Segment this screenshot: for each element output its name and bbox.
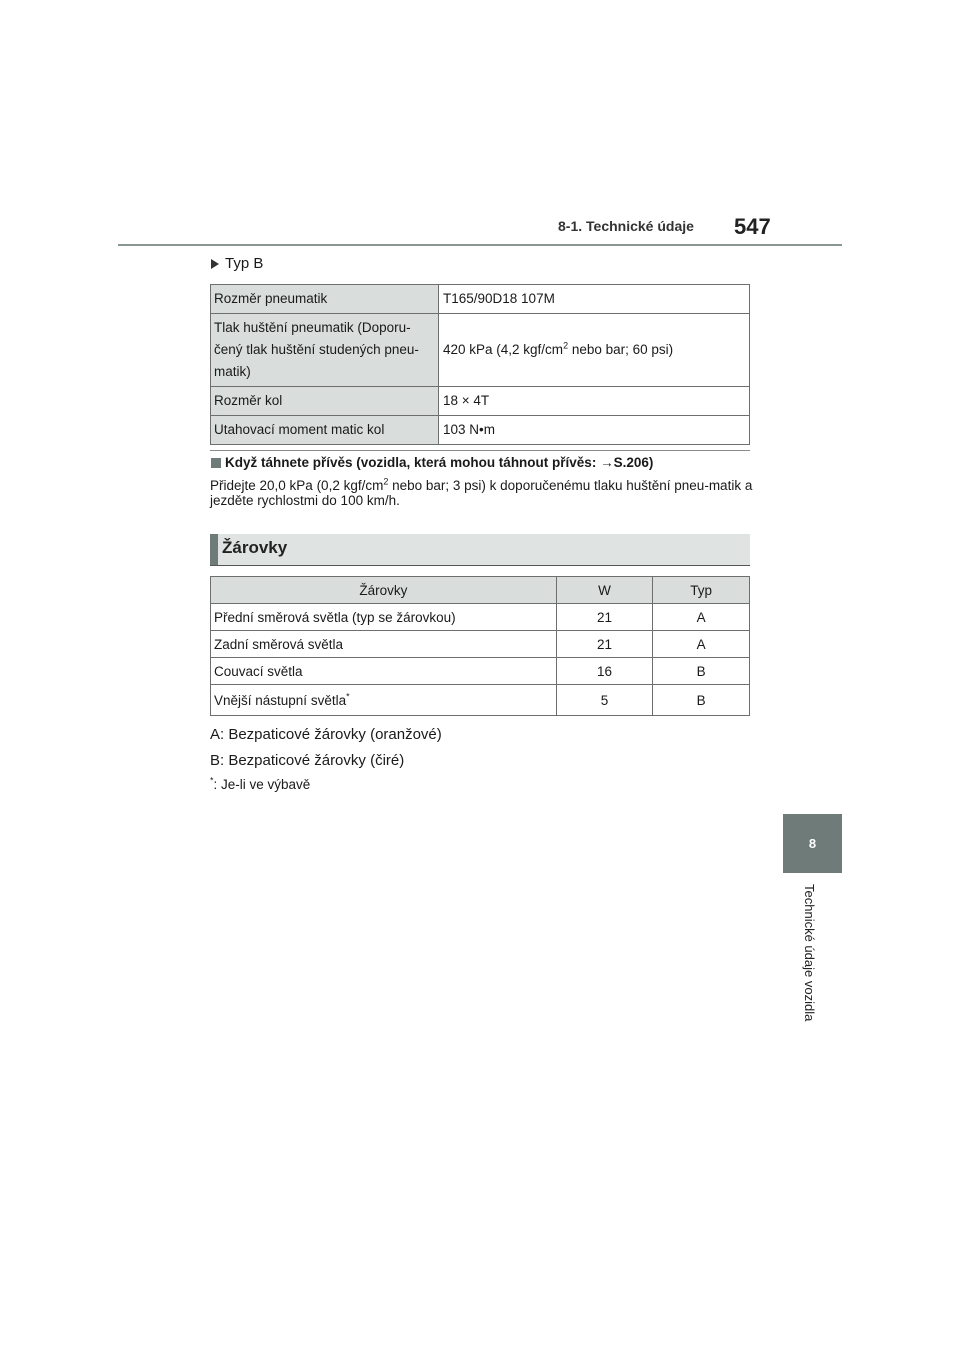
superscript: 2 bbox=[563, 340, 569, 351]
bulb-type: A bbox=[653, 604, 750, 631]
section-divider bbox=[210, 450, 750, 451]
bulb-name: Přední směrová světla (typ se žárovkou) bbox=[211, 604, 557, 631]
bulb-name: Zadní směrová světla bbox=[211, 631, 557, 658]
chapter-number: 8 bbox=[808, 836, 817, 851]
value-text: 420 kPa (4,2 kgf/cm bbox=[443, 342, 564, 357]
body-text: nebo bar; 3 psi) k doporučenému tlaku huštění pneu-matik a jezděte rychlostmi do 100 km/h. bbox=[210, 478, 753, 508]
bulb-type: B bbox=[653, 658, 750, 685]
table-row bbox=[211, 604, 750, 631]
row-value: 103 N•m bbox=[439, 416, 750, 445]
row-value bbox=[439, 314, 750, 387]
band-accent bbox=[210, 534, 218, 565]
chapter-tab bbox=[783, 814, 842, 873]
bulb-watt: 16 bbox=[556, 658, 653, 685]
table-row bbox=[211, 285, 750, 314]
row-value: T165/90D18 107M bbox=[439, 285, 750, 314]
bulb-watt: 21 bbox=[556, 631, 653, 658]
row-label: Rozměr kol bbox=[211, 387, 439, 416]
type-b-heading bbox=[211, 255, 263, 272]
bulbs-section-band bbox=[210, 534, 750, 566]
note-type-a: A: Bezpaticové žárovky (oranžové) bbox=[210, 726, 442, 743]
triangle-bullet-icon bbox=[211, 259, 219, 269]
towing-heading bbox=[211, 455, 653, 470]
table-row bbox=[211, 685, 750, 716]
row-label: Tlak huštění pneumatik (Doporu-čený tlak huštění studených pneu-matik) bbox=[211, 314, 439, 387]
column-header: W bbox=[556, 577, 653, 604]
row-label: Rozměr pneumatik bbox=[211, 285, 439, 314]
note-type-b: B: Bezpaticové žárovky (čiré) bbox=[210, 752, 405, 769]
bulb-watt: 21 bbox=[556, 604, 653, 631]
table-row bbox=[211, 631, 750, 658]
table-row bbox=[211, 387, 750, 416]
footnote-marker: * bbox=[210, 775, 214, 786]
square-bullet-icon bbox=[211, 458, 221, 468]
column-header: Typ bbox=[653, 577, 750, 604]
bulb-watt: 5 bbox=[556, 685, 653, 716]
row-value: 18 × 4T bbox=[439, 387, 750, 416]
table-header-row bbox=[211, 577, 750, 604]
page-number: 547 bbox=[734, 214, 771, 239]
bulb-name-text: Vnější nástupní světla bbox=[214, 692, 347, 708]
column-header: Žárovky bbox=[211, 577, 557, 604]
bulb-name: Couvací světla bbox=[211, 658, 557, 685]
bulb-type: A bbox=[653, 631, 750, 658]
bulb-name bbox=[211, 685, 557, 716]
tire-spec-table bbox=[210, 284, 750, 445]
towing-body bbox=[210, 478, 755, 508]
towing-heading-text: Když táhnete přívěs (vozidla, která mohou táhnout přívěs: →S.206) bbox=[225, 455, 654, 470]
type-b-title: Typ B bbox=[225, 255, 264, 272]
footnote-marker: * bbox=[346, 691, 350, 701]
table-row bbox=[211, 314, 750, 387]
table-row bbox=[211, 658, 750, 685]
superscript: 2 bbox=[383, 476, 389, 487]
section-title: 8-1. Technické údaje bbox=[558, 218, 694, 234]
header-divider bbox=[118, 244, 842, 246]
footnote-text: : Je-li ve výbavě bbox=[213, 777, 311, 792]
value-text: nebo bar; 60 psi) bbox=[568, 342, 674, 357]
table-row bbox=[211, 416, 750, 445]
bulbs-title: Žárovky bbox=[222, 538, 288, 557]
bulb-type: B bbox=[653, 685, 750, 716]
chapter-label: Technické údaje vozidla bbox=[802, 884, 817, 1022]
body-text: Přidejte 20,0 kPa (0,2 kgf/cm bbox=[210, 478, 384, 493]
footnote bbox=[210, 777, 310, 792]
bulbs-table bbox=[210, 576, 750, 716]
row-label: Utahovací moment matic kol bbox=[211, 416, 439, 445]
